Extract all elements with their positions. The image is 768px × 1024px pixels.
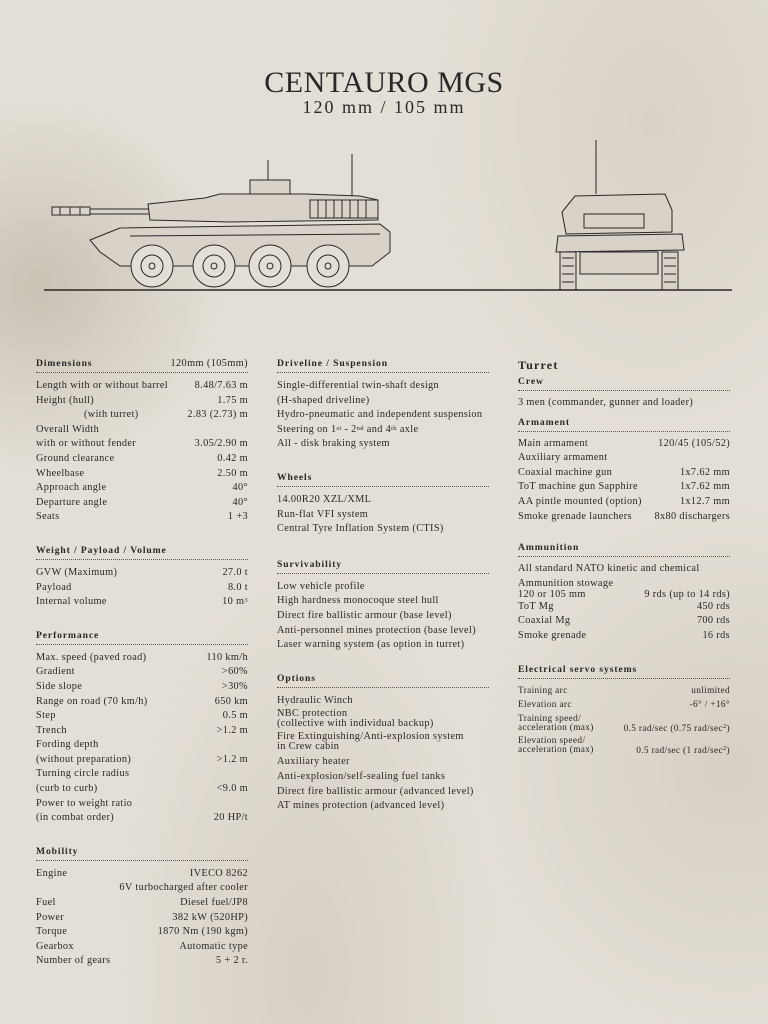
spec-label-line: Training speed/ (518, 713, 582, 724)
spec-label: Wheelbase (36, 467, 85, 479)
spec-value: 10 $m^3$ (222, 596, 248, 608)
spec-value: 0.5 m (222, 710, 248, 722)
section-heading: Crew (518, 376, 730, 391)
steering-line: Steering on 1st - 2nd and 4th axle (277, 423, 419, 435)
spec-row (36, 695, 248, 710)
spec-value: 8x80 dischargers (654, 510, 730, 522)
spec-value: 110 km/h (206, 651, 248, 663)
spec-value: 382 kW (520HP) (172, 911, 248, 923)
spec-label (518, 715, 594, 734)
options-lines (277, 694, 489, 814)
spec-label: Trench (36, 724, 67, 736)
spec-label: Smoke grenade launchers (518, 510, 632, 522)
front-view-drawing (556, 140, 684, 290)
spec-row (518, 614, 730, 629)
section-heading: Weight / Payload / Volume (36, 545, 248, 560)
spec-value: 8.0 t (227, 581, 248, 593)
spec-row (36, 738, 248, 753)
ammunition-rows (518, 589, 730, 644)
spec-label: with or without fender (36, 438, 137, 450)
spec-row (36, 467, 248, 482)
spec-value: >60% (221, 666, 248, 678)
spec-label: Height (hull) (36, 394, 95, 406)
spec-row (36, 911, 248, 926)
spec-value: 20 HP/t (213, 812, 248, 824)
option-item-line: (collective with individual backup) (277, 718, 434, 730)
spec-label: Internal volume (36, 596, 107, 608)
option-item-line: Fire Extinguishing/Anti-explosion system (277, 731, 464, 743)
ammo-line: All standard NATO kinetic and chemical (518, 563, 700, 575)
spec-label: Number of gears (36, 955, 111, 967)
spec-label: Turning circle radius (36, 768, 130, 780)
text-line: Run-flat VFI system (277, 508, 369, 520)
spec-label: Length with or without barrel (36, 380, 168, 391)
spec-label: Power to weight ratio (36, 797, 133, 809)
superscript: 3 (244, 597, 248, 605)
spec-label: Ground clearance (36, 452, 115, 464)
servo-rows (518, 684, 730, 713)
middle-column (277, 358, 489, 836)
spec-label: Payload (36, 581, 72, 593)
section-heading: Wheels (277, 472, 489, 487)
dimensions-rows (36, 379, 248, 525)
spec-value: IVECO 8262 (189, 867, 248, 879)
spec-label: Torque (36, 926, 68, 938)
spec-value: Automatic type (179, 940, 248, 952)
spec-value: 3.05/2.90 m (194, 438, 248, 450)
text-line: Hydro-pneumatic and independent suspension (277, 409, 483, 421)
spec-label: Overall Width (36, 423, 100, 435)
spec-label: Gradient (36, 666, 75, 678)
spec-label: Fording depth (36, 739, 99, 751)
section-heading: Armament (518, 417, 730, 432)
weight-section (36, 545, 248, 610)
spec-label: AA pintle mounted (option) (518, 495, 642, 507)
superscript: 2 (722, 744, 727, 752)
spec-row (36, 481, 248, 496)
section-heading: Performance (36, 630, 248, 645)
spec-label: Fuel (36, 897, 56, 909)
spec-row (36, 566, 248, 581)
spec-row (36, 954, 248, 969)
spec-row (36, 753, 248, 768)
spec-label: Auxiliary armament (518, 452, 608, 464)
spec-row (36, 423, 248, 438)
spec-value: <9.0 m (216, 783, 248, 795)
spec-value: 2.83 (2.73) m (187, 409, 248, 421)
spec-value: 6V turbocharged after cooler (119, 882, 248, 894)
text-line: All - disk braking system (277, 438, 390, 450)
spec-label-line: acceleration (max) (518, 723, 594, 734)
spec-row (36, 811, 248, 826)
spec-row (518, 495, 730, 510)
superscript: 2 (722, 722, 727, 730)
spec-label: 120 or 105 mm (518, 588, 586, 600)
spec-row (36, 925, 248, 940)
spec-value: 8.48/7.63 m (194, 380, 248, 391)
text-line: Central Tyre Inflation System (CTIS) (277, 523, 444, 535)
spec-label: Smoke grenade (518, 629, 587, 641)
spec-row (36, 651, 248, 666)
mobility-section (36, 846, 248, 969)
spec-row (36, 709, 248, 724)
spec-row (518, 589, 730, 600)
text-line: (H-shaped driveline) (277, 394, 370, 406)
spec-row (36, 452, 248, 467)
spec-label: Power (36, 911, 65, 923)
spec-row (36, 881, 248, 896)
spec-value: 5 + 2 r. (215, 955, 248, 967)
spec-row (36, 940, 248, 955)
section-heading: Driveline / Suspension (277, 358, 489, 373)
spec-row (36, 896, 248, 911)
spec-value: 16 rds (702, 629, 730, 641)
spec-value: 1x7.62 mm (679, 466, 730, 478)
spec-row (36, 595, 248, 610)
section-heading: Mobility (36, 846, 248, 861)
spec-row (518, 684, 730, 699)
survivability-section (277, 559, 489, 653)
left-column (36, 358, 248, 991)
turret-heading: Turret (518, 358, 559, 372)
spec-row (518, 466, 730, 481)
section-heading: Options (277, 673, 489, 688)
driveline-section (277, 358, 489, 452)
spec-value: >30% (221, 680, 248, 692)
option-item: AT mines protection (advanced level) (277, 800, 445, 812)
spec-value: -6° / +16° (689, 700, 730, 711)
section-heading: Ammunition (518, 542, 730, 557)
spec-value: 27.0 t (222, 566, 248, 578)
weight-rows (36, 566, 248, 610)
text-line: Anti-personnel mines protection (base level) (277, 624, 476, 636)
options-section (277, 673, 489, 814)
spec-value: 40° (232, 496, 248, 508)
spec-label: ToT machine gun Sapphire (518, 481, 638, 493)
text-line: High hardness monocoque steel hull (277, 595, 439, 607)
spec-row (36, 496, 248, 511)
section-heading: Survivability (277, 559, 489, 574)
spec-label: (without preparation) (36, 753, 132, 765)
spec-row (518, 480, 730, 495)
spec-row (36, 394, 248, 409)
spec-value: 1870 Nm (190 kgm) (157, 926, 248, 938)
spec-value: 450 rds (696, 600, 730, 612)
spec-value: 1x7.62 mm (679, 481, 730, 493)
vehicle-drawing (0, 140, 768, 300)
servo-speed-rows (518, 715, 730, 756)
mobility-rows (36, 867, 248, 969)
survivability-lines (277, 580, 489, 653)
spec-row (518, 698, 730, 713)
spec-label: Departure angle (36, 496, 108, 508)
spec-label: Step (36, 710, 56, 722)
spec-row (518, 715, 730, 734)
spec-label: Range on road (70 km/h) (36, 695, 148, 707)
spec-label: Engine (36, 867, 68, 879)
crew-line: 3 men (commander, gunner and loader) (518, 397, 694, 408)
spec-label: Gearbox (36, 940, 74, 952)
performance-rows (36, 651, 248, 826)
spec-label-line: acceleration (max) (518, 745, 594, 756)
text-line: Direct fire ballistic armour (base level) (277, 609, 452, 621)
spec-row (518, 437, 730, 452)
spec-value: 0.42 m (217, 452, 248, 464)
spec-label: Approach angle (36, 482, 107, 494)
spec-label: Side slope (36, 680, 83, 692)
option-item-line: NBC protection (277, 708, 348, 720)
spec-label: Max. speed (paved road) (36, 651, 147, 663)
text-line: Single-differential twin-shaft design (277, 380, 440, 391)
ammo-stowage-label: Ammunition stowage (518, 577, 614, 589)
armament-rows (518, 437, 730, 525)
spec-row (36, 665, 248, 680)
spec-value: 9 rds (up to 14 rds) (644, 588, 730, 600)
spec-label (518, 737, 594, 756)
text-line: Low vehicle profile (277, 580, 365, 592)
spec-row (36, 724, 248, 739)
section-heading: Electrical servo systems (518, 664, 730, 679)
spec-label: Elevation arc (518, 700, 572, 711)
section-heading: Dimensions 120mm (105mm) (36, 358, 248, 373)
spec-value: 40° (232, 482, 248, 494)
text-line: Laser warning system (as option in turret) (277, 639, 465, 651)
spec-row (518, 737, 730, 756)
spec-label: Coaxial machine gun (518, 466, 613, 478)
spec-row (518, 510, 730, 525)
page-subtitle: 120 mm / 105 mm (302, 97, 466, 117)
spec-row (36, 782, 248, 797)
option-item-line: in Crew cabin (277, 741, 340, 753)
spec-value: 1 +3 (227, 511, 248, 523)
right-column (518, 358, 730, 759)
spec-row (36, 581, 248, 596)
dimensions-section (36, 358, 248, 525)
spec-label: ToT Mg (518, 600, 554, 612)
spec-label: Seats (36, 511, 60, 523)
spec-value: 120/45 (105/52) (658, 437, 730, 449)
spec-value: 0.5 rad/sec (0.75 rad/$\sec^2$) (623, 722, 730, 734)
spec-row (36, 680, 248, 695)
spec-label: Coaxial Mg (518, 615, 571, 627)
spec-row (36, 379, 248, 394)
spec-label: GVW (Maximum) (36, 566, 118, 578)
spec-label: Main armament (518, 437, 589, 449)
spec-label: (curb to curb) (36, 783, 98, 795)
spec-value: unlimited (691, 685, 730, 696)
spec-value: 1.75 m (217, 394, 248, 406)
spec-value: 0.5 rad/sec (1 rad/$\sec^2$) (636, 744, 730, 756)
spec-row (36, 408, 248, 423)
page-title: CENTAURO MGS (264, 66, 504, 99)
text-line: 14.00R20 XZL/XML (277, 493, 372, 505)
spec-value: 2.50 m (217, 467, 248, 479)
spec-row (518, 629, 730, 644)
spec-value: 700 rds (696, 615, 730, 627)
section-heading-value: 120mm (105mm) (170, 358, 248, 369)
spec-label: Training arc (518, 685, 568, 696)
side-view-drawing (52, 154, 390, 287)
option-item (277, 709, 489, 729)
option-item: Hydraulic Winch (277, 694, 353, 706)
option-item: Auxiliary heater (277, 756, 350, 768)
option-item: Anti-explosion/self-sealing fuel tanks (277, 770, 446, 782)
spec-row (36, 510, 248, 525)
spec-row (36, 437, 248, 452)
spec-value: 650 km (214, 695, 248, 707)
spec-value: 1x12.7 mm (679, 495, 730, 507)
spec-row (518, 451, 730, 466)
spec-value: >1.2 m (216, 753, 248, 765)
performance-section (36, 630, 248, 826)
option-item: Direct fire ballistic armour (advanced level) (277, 785, 474, 797)
spec-value: >1.2 m (216, 724, 248, 736)
spec-row (36, 797, 248, 812)
wheels-section (277, 472, 489, 537)
spec-row (36, 867, 248, 882)
option-item (277, 732, 489, 752)
spec-row (518, 600, 730, 615)
spec-label-line: Elevation speed/ (518, 735, 586, 746)
spec-label: (in combat order) (36, 812, 114, 824)
spec-label: (with turret) (84, 409, 139, 421)
spec-row (36, 767, 248, 782)
spec-value: Diesel fuel/JP8 (180, 897, 248, 909)
